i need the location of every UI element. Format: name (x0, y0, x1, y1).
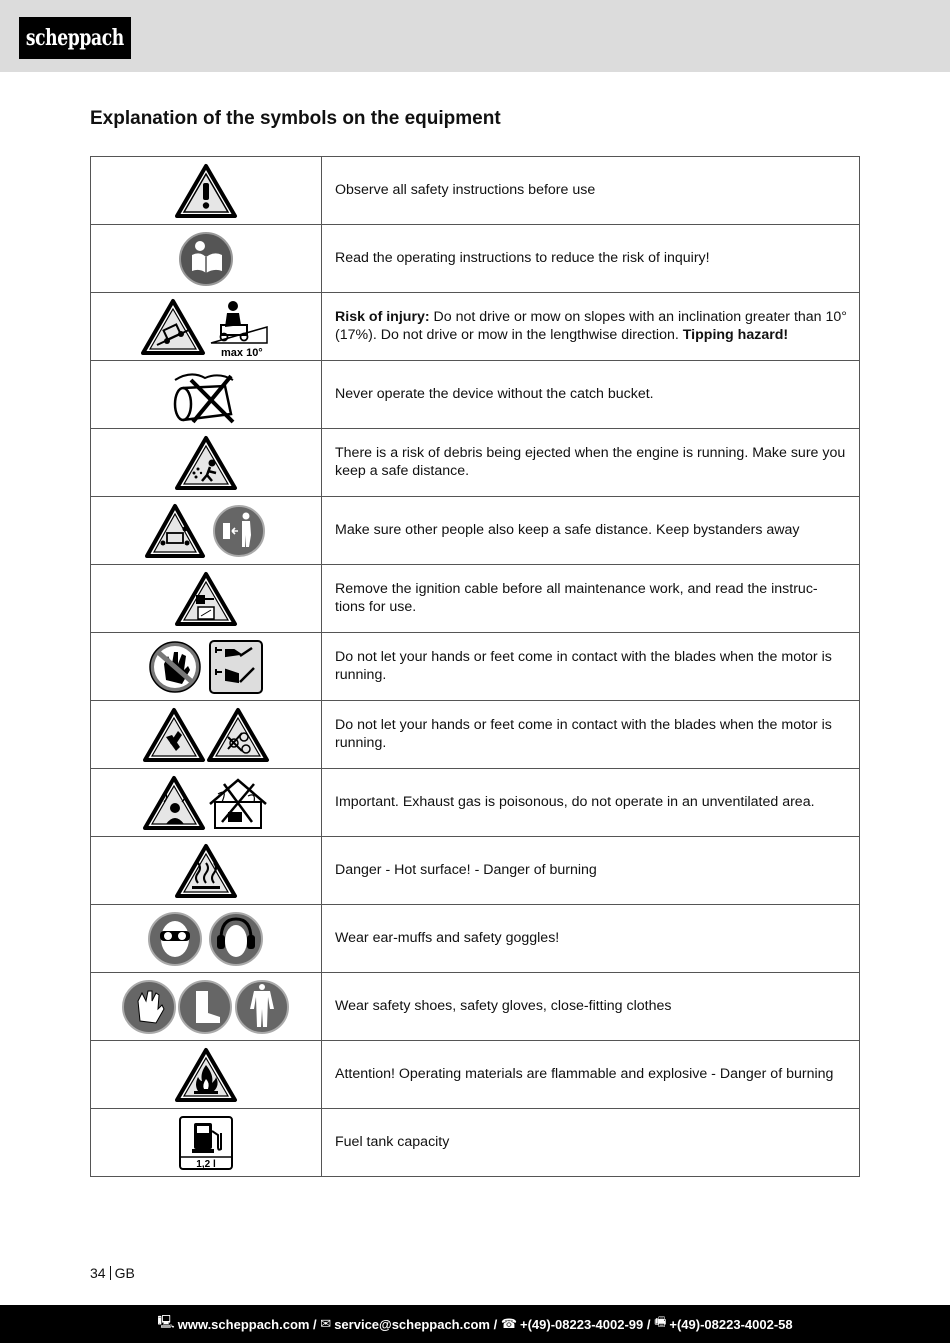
exhaust-gas-poisonous-icon (142, 774, 270, 832)
hot-surface-icon (174, 843, 238, 899)
footer-website[interactable]: www.scheppach.com / (177, 1316, 317, 1332)
row-description: Wear safety shoes, safety gloves, close-fitting clothes (322, 973, 860, 1041)
footer-email[interactable]: service@scheppach.com / (334, 1316, 498, 1332)
ear-muffs-goggles-icon (148, 911, 264, 967)
row-description: Fuel tank capacity (322, 1109, 860, 1177)
table-row (91, 225, 860, 293)
table-row (91, 1109, 860, 1177)
catch-bucket-icon (171, 366, 241, 424)
row-description: Never operate the device without the catch bucket. (322, 361, 860, 429)
page-title: Explanation of the symbols on the equipment (90, 108, 501, 129)
row-description: Attention! Operating materials are flammable and explosive - Danger of burning (322, 1041, 860, 1109)
envelope-icon: ✉ (320, 1316, 332, 1331)
remove-ignition-cable-icon (174, 571, 238, 627)
table-row (91, 293, 860, 361)
table-row (91, 973, 860, 1041)
table-row (91, 1041, 860, 1109)
slope-label: max 10° (221, 346, 263, 357)
row-description: Do not let your hands or feet come in contact with the blades when the motor is running. (322, 701, 860, 769)
fax-icon: 🖷 (654, 1314, 667, 1329)
read-manual-icon (178, 231, 234, 287)
row-description: There is a risk of debris being ejected when the engine is running. Make sure you keep a safe distance. (322, 429, 860, 497)
page-number: 34 GB (90, 1265, 135, 1281)
blade-contact-hand-foot-icon (148, 638, 264, 696)
general-warning-icon (174, 163, 238, 219)
table-row (91, 429, 860, 497)
table-row (91, 905, 860, 973)
table-row (91, 701, 860, 769)
fuel-tank-icon (178, 1115, 234, 1171)
row-description: Observe all safety instructions before use (322, 157, 860, 225)
row-description: Do not let your hands or feet come in contact with the blades when the motor is running. (322, 633, 860, 701)
table-row (91, 837, 860, 905)
row-description: Danger - Hot surface! - Danger of burning (322, 837, 860, 905)
symbols-table (90, 156, 860, 1177)
safety-shoes-gloves-clothes-icon (122, 979, 290, 1035)
row-description: Risk of injury: Do not drive or mow on slopes with an inclination greater than 10° (17%). Do not drive or mow in the lengthwise direction. Tipping hazard! (322, 293, 860, 361)
row-description: Make sure other people also keep a safe distance. Keep bystanders away (322, 497, 860, 565)
page-header (0, 0, 950, 72)
keep-bystanders-away-icon (145, 503, 267, 559)
row-description: Important. Exhaust gas is poisonous, do not operate in an unventilated area. (322, 769, 860, 837)
scheppach-logo: scheppach (19, 17, 131, 59)
footer-fax: +(49)-08223-4002-58 (669, 1316, 793, 1332)
row-description: Remove the ignition cable before all maintenance work, and read the instruc-tions for use. (322, 565, 860, 633)
footer-phone: +(49)-08223-4002-99 / (520, 1316, 651, 1332)
table-row (91, 565, 860, 633)
flammable-icon (174, 1047, 238, 1103)
ejected-debris-icon (174, 435, 238, 491)
slope-tipping-hazard-icon (141, 297, 271, 357)
table-row (91, 157, 860, 225)
blade-warning-icon (142, 707, 270, 763)
row-description: Wear ear-muffs and safety goggles! (322, 905, 860, 973)
computer-icon: 🖳 (157, 1314, 175, 1329)
phone-icon: ☎ (500, 1316, 518, 1331)
row-description: Read the operating instructions to reduce the risk of inquiry! (322, 225, 860, 293)
page-footer (0, 1305, 950, 1343)
table-row (91, 497, 860, 565)
table-row (91, 769, 860, 837)
table-row (91, 633, 860, 701)
table-row (91, 361, 860, 429)
fuel-capacity-label: 1,2 l (196, 1158, 216, 1170)
